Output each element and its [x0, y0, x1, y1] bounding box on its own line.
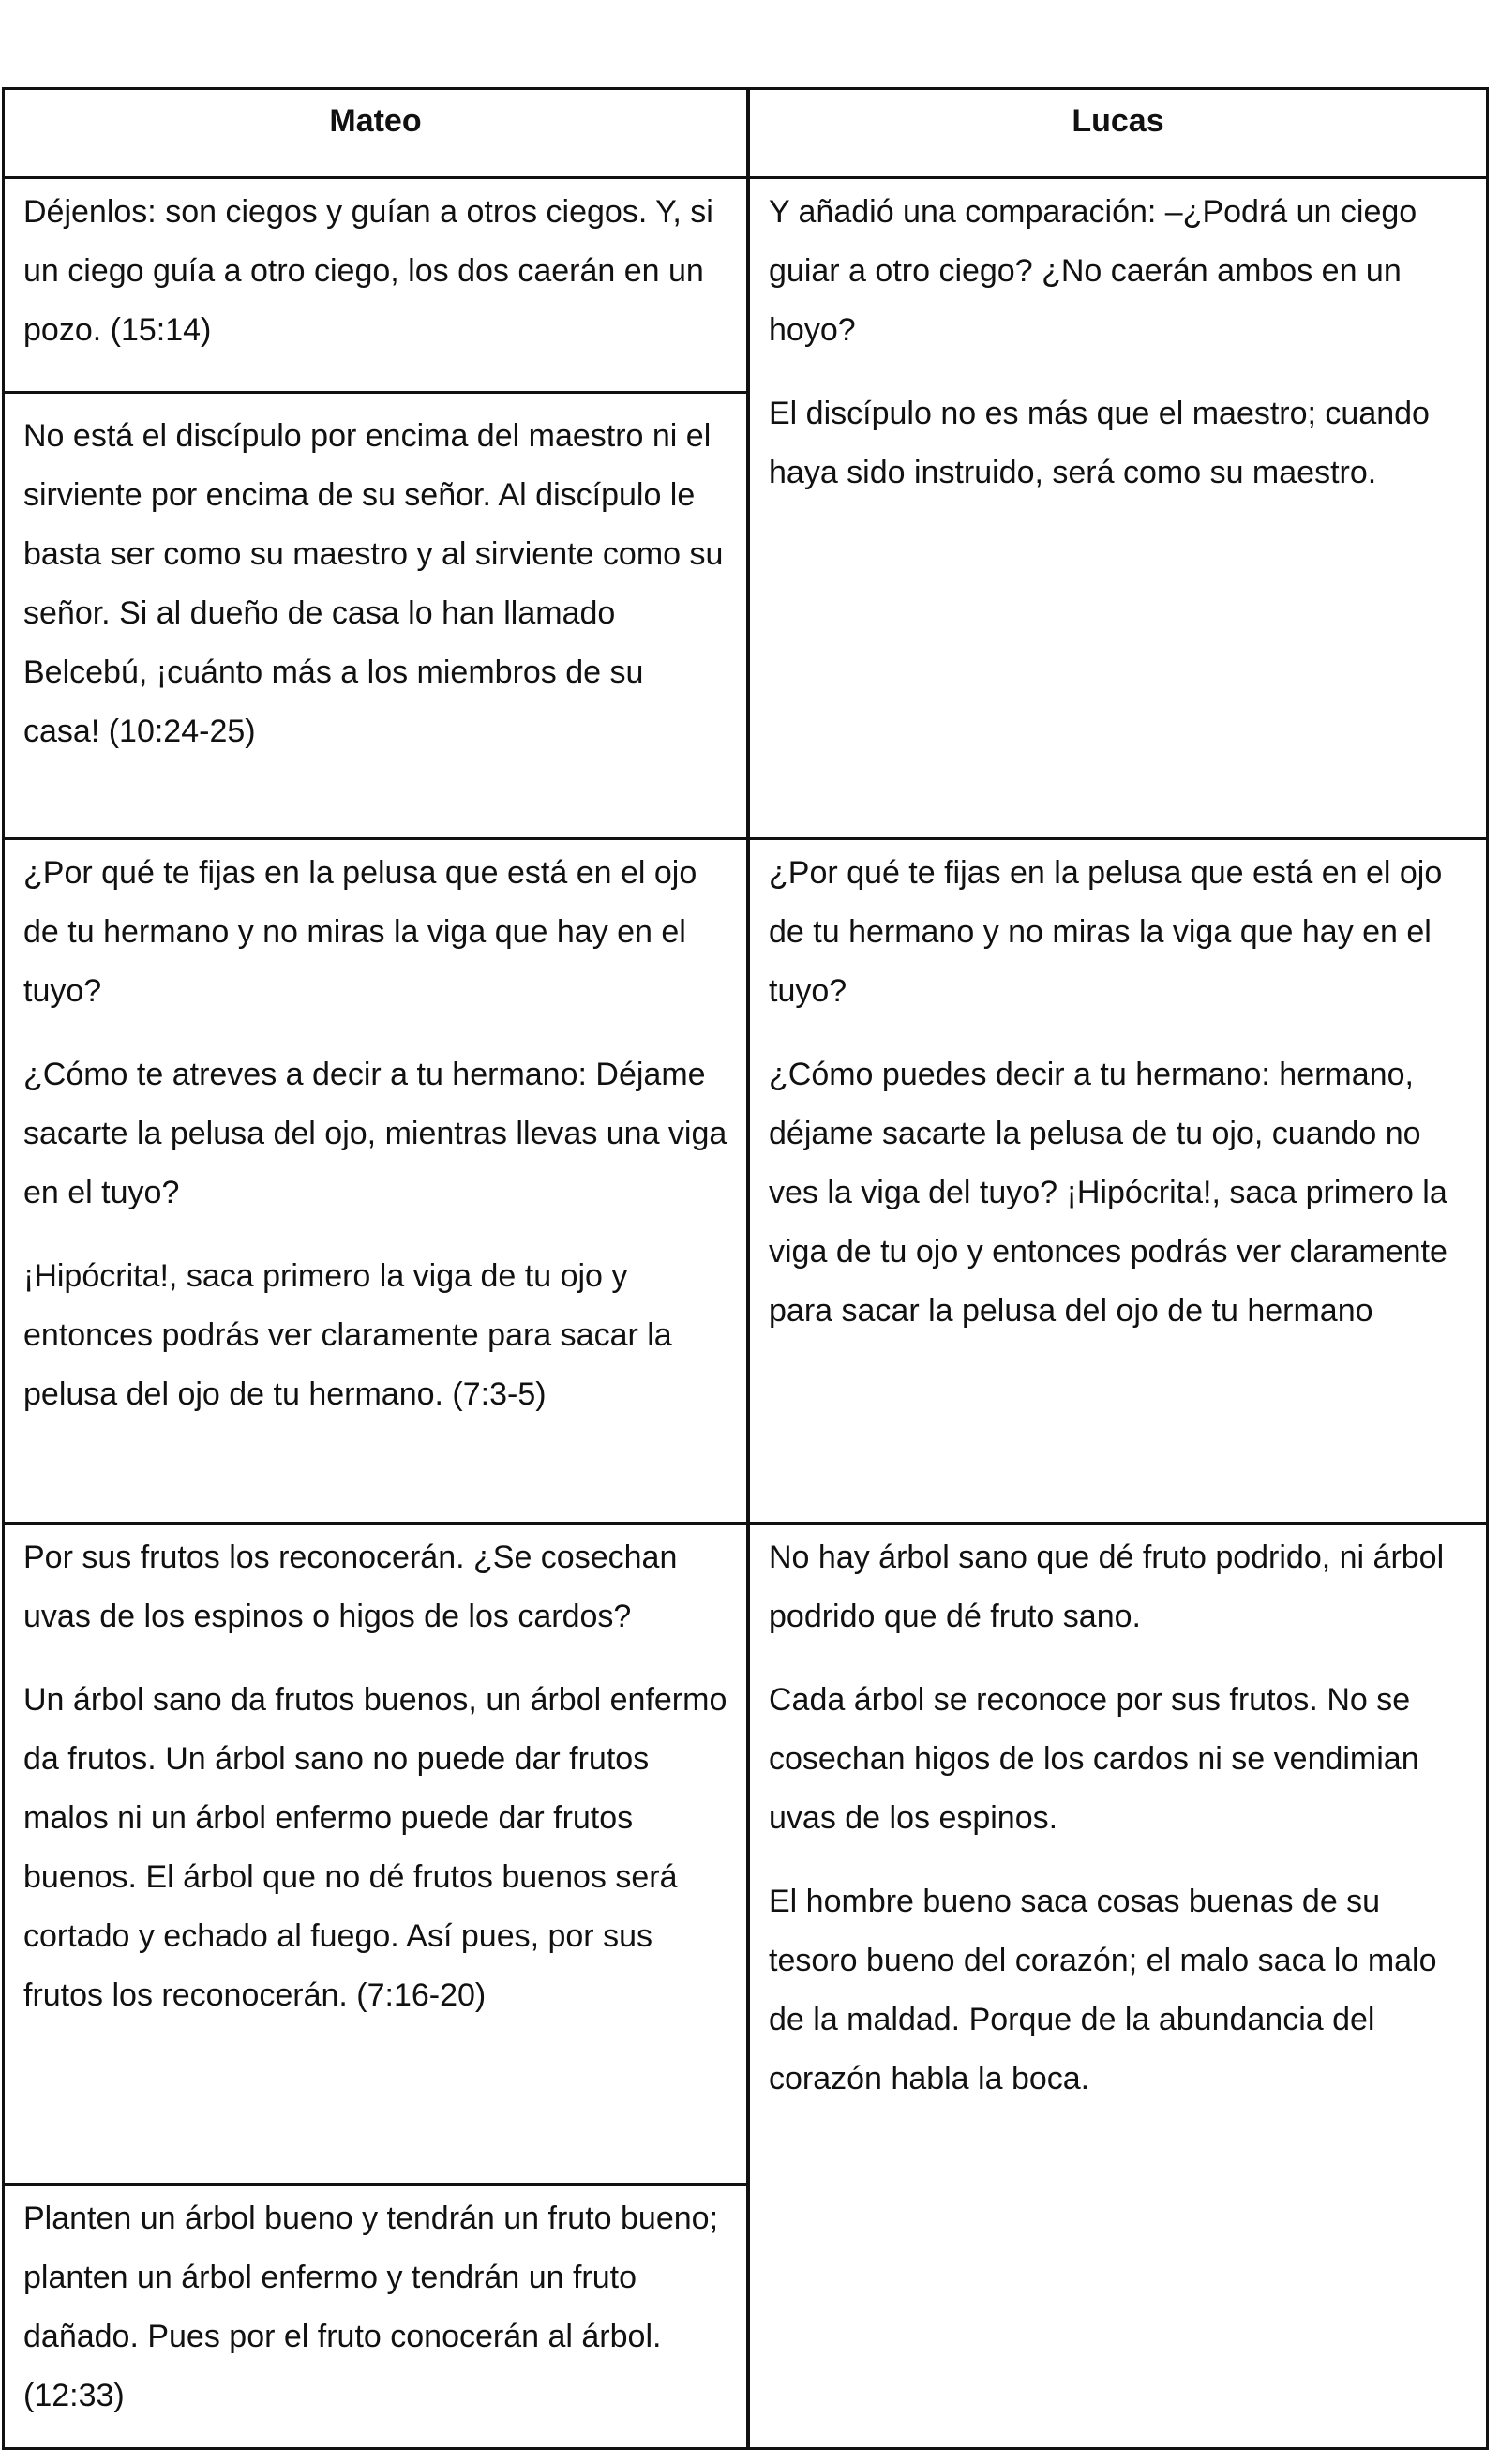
header-lucas: [750, 90, 1486, 176]
row1-lucas-text-b: El discípulo no es más que el maestro; cuando haya sido instruido, será como su maestro.: [769, 396, 1430, 490]
header-mateo: [5, 90, 746, 176]
row3-mateo-text-b: Un árbol sano da frutos buenos, un árbol enfermo da frutos. Un árbol sano no puede dar frutos malos ni un árbol enfermo puede dar frutos buenos. El árbol que no dé frutos buenos será cortado y echado al fuego. Así pues, por sus frutos los reconocerán. (7:16-20): [23, 1682, 728, 2013]
comparison-table: [2, 87, 1489, 2450]
row2-lucas-text-a: ¿Por qué te fijas en la pelusa que está en el ojo de tu hermano y no miras la viga que hay en el tuyo?: [769, 855, 1443, 1009]
row1-mateo-cell-a: [5, 179, 746, 391]
row3-mateo-cell-b: [5, 2186, 746, 2447]
row2-mateo-cell: [5, 840, 746, 1522]
row3-mateo-text-a: Por sus frutos los reconocerán. ¿Se cosechan uvas de los espinos o higos de los cardos?: [23, 1540, 678, 1634]
row3-lucas-text-b: Cada árbol se reconoce por sus frutos. No se cosechan higos de los cardos ni se vendimian uvas de los espinos.: [769, 1682, 1419, 1836]
row3-lucas-text-a: No hay árbol sano que dé fruto podrido, ni árbol podrido que dé fruto sano.: [769, 1540, 1445, 1634]
row1-lucas-text-a: Y añadió una comparación: –¿Podrá un ciego guiar a otro ciego? ¿No caerán ambos en un hoyo?: [769, 194, 1418, 348]
row3-mateo-cell-a: [5, 1525, 746, 2183]
row2-lucas-text-b: ¿Cómo puedes decir a tu hermano: hermano, déjame sacarte la pelusa de tu ojo, cuando no ves la viga del tuyo? ¡Hipócrita!, saca primero la viga de tu ojo y entonces podrás ver claramente para sacar la pelusa del ojo de tu hermano: [769, 1057, 1448, 1329]
header-lucas-label: Lucas: [1072, 103, 1164, 139]
row2-mateo-text-b: ¿Cómo te atreves a decir a tu hermano: Déjame sacarte la pelusa del ojo, mientras llevas una viga en el tuyo?: [23, 1057, 728, 1210]
row1-mateo-text-a: Déjenlos: son ciegos y guían a otros ciegos. Y, si un ciego guía a otro ciego, los dos caerán en un pozo. (15:14): [23, 194, 713, 348]
row3-mateo-text-c: Planten un árbol bueno y tendrán un fruto bueno; planten un árbol enfermo y tendrán un fruto dañado. Pues por el fruto conocerán al árbol. (12:33): [23, 2201, 719, 2413]
row2-lucas-cell: [750, 840, 1486, 1522]
header-mateo-label: Mateo: [329, 103, 422, 139]
row3-lucas-cell: [750, 1525, 1486, 2447]
row1-lucas-cell: [750, 179, 1486, 837]
row2-mateo-text-c: ¡Hipócrita!, saca primero la viga de tu ojo y entonces podrás ver claramente para sacar la pelusa del ojo de tu hermano. (7:3-5): [23, 1258, 672, 1412]
row1-mateo-text-b: No está el discípulo por encima del maestro ni el sirviente por encima de su señor. Al discípulo le basta ser como su maestro y al sirviente como su señor. Si al dueño de casa lo han llamado Belcebú, ¡cuánto más a los miembros de su casa! (10:24-25): [23, 418, 724, 749]
row2-mateo-text-a: ¿Por qué te fijas en la pelusa que está en el ojo de tu hermano y no miras la viga que hay en el tuyo?: [23, 855, 698, 1009]
row1-mateo-cell-b: [5, 394, 746, 837]
row3-lucas-text-c: El hombre bueno saca cosas buenas de su tesoro bueno del corazón; el malo saca lo malo de la maldad. Porque de la abundancia del corazón habla la boca.: [769, 1884, 1437, 2096]
